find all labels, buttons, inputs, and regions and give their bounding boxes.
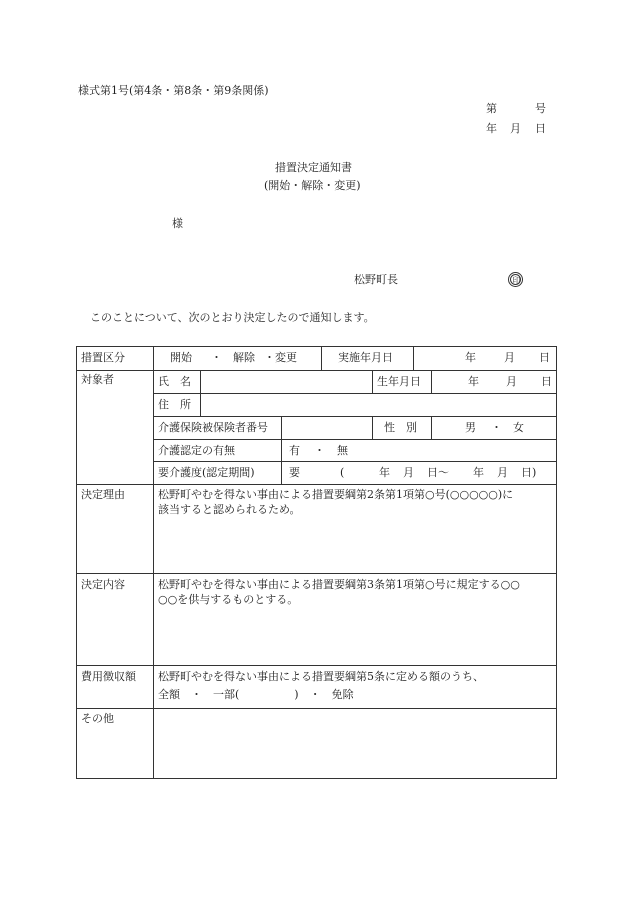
- document-title: 措置決定通知書: [275, 161, 352, 174]
- separator-dot: ・: [211, 351, 222, 364]
- care-from-month: 月: [403, 466, 414, 479]
- table-line: [153, 461, 557, 462]
- cert-separator: ・: [314, 444, 325, 457]
- table-line: [372, 370, 373, 393]
- care-period-open: (: [340, 466, 345, 479]
- table-line: [76, 708, 557, 709]
- table-line: [76, 665, 557, 666]
- impl-month: 月: [504, 351, 515, 364]
- document-subtitle: (開始・解除・変更): [264, 179, 361, 192]
- care-to-month: 月: [497, 466, 508, 479]
- fee-line-1: 松野町やむを得ない事由による措置要綱第5条に定める額のうち、: [158, 670, 484, 683]
- table-line: [413, 346, 414, 370]
- cert-yes: 有: [289, 444, 300, 457]
- form-number: 様式第1号(第4条・第8条・第9条関係): [78, 84, 269, 97]
- table-line: [153, 416, 557, 417]
- label-care-level: 要介護度(認定期間): [158, 466, 255, 479]
- table-line: [153, 393, 557, 394]
- table-line: [431, 370, 432, 393]
- birth-month: 月: [506, 375, 517, 388]
- reason-line-2: 該当すると認められるため。: [158, 503, 301, 516]
- sex-male: 男: [465, 421, 476, 434]
- intro-text: このことについて、次のとおり決定したので通知します。: [90, 311, 375, 324]
- date-year: 年: [486, 122, 497, 135]
- table-line: [200, 370, 201, 416]
- care-from-year: 年: [379, 466, 390, 479]
- table-line: [556, 346, 557, 778]
- seal-char: 印: [512, 276, 521, 285]
- issuer-name: 松野町長: [354, 273, 398, 286]
- label-birthdate: 生年月日: [377, 375, 421, 388]
- option-release: 解除: [233, 351, 255, 364]
- content-line-2: ○○を供与するものとする。: [158, 593, 299, 606]
- label-other: その他: [81, 712, 114, 725]
- care-from-day: 日〜: [427, 466, 449, 479]
- label-care-certification: 介護認定の有無: [158, 444, 235, 457]
- table-line: [76, 370, 557, 371]
- label-decision-reason: 決定理由: [81, 488, 125, 501]
- care-level-you: 要: [289, 466, 300, 479]
- label-fee: 費用徴収額: [81, 670, 136, 683]
- birth-day: 日: [541, 375, 552, 388]
- sex-separator: ・: [491, 421, 502, 434]
- table-line: [153, 346, 154, 778]
- doc-number-go: 号: [535, 102, 546, 115]
- table-line: [76, 484, 557, 485]
- label-sochi-kubun: 措置区分: [81, 351, 125, 364]
- impl-year: 年: [465, 351, 476, 364]
- option-start: 開始: [170, 351, 192, 364]
- table-line: [153, 439, 557, 440]
- table-line: [431, 416, 432, 439]
- table-line: [76, 778, 557, 779]
- reason-line-1: 松野町やむを得ない事由による措置要綱第2条第1項第○号(○○○○○)に: [158, 488, 514, 501]
- content-line-1: 松野町やむを得ない事由による措置要綱第3条第1項第○号に規定する○○: [158, 578, 520, 591]
- label-implementation-date: 実施年月日: [338, 351, 393, 364]
- fee-line-2: 全額 ・ 一部( ) ・ 免除: [158, 688, 354, 701]
- cert-no: 無: [337, 444, 348, 457]
- table-line: [281, 416, 282, 484]
- table-line: [76, 346, 557, 347]
- label-sex: 性 別: [384, 421, 417, 434]
- sex-female: 女: [513, 421, 524, 434]
- option-change: ・変更: [264, 351, 297, 364]
- birth-year: 年: [468, 375, 479, 388]
- care-to-day: 日): [521, 466, 537, 479]
- table-line: [321, 346, 322, 370]
- label-name: 氏 名: [158, 375, 191, 388]
- label-address: 住 所: [158, 398, 191, 411]
- doc-number-dai: 第: [486, 102, 497, 115]
- seal-stamp: [508, 272, 523, 287]
- date-day: 日: [535, 122, 546, 135]
- label-taishosha: 対象者: [81, 373, 114, 386]
- care-to-year: 年: [473, 466, 484, 479]
- date-month: 月: [510, 122, 521, 135]
- table-line: [76, 346, 77, 778]
- label-insured-number: 介護保険被保険者番号: [158, 421, 268, 434]
- table-line: [76, 573, 557, 574]
- table-line: [372, 416, 373, 439]
- impl-day: 日: [539, 351, 550, 364]
- addressee-sama: 様: [172, 217, 183, 230]
- label-decision-content: 決定内容: [81, 578, 125, 591]
